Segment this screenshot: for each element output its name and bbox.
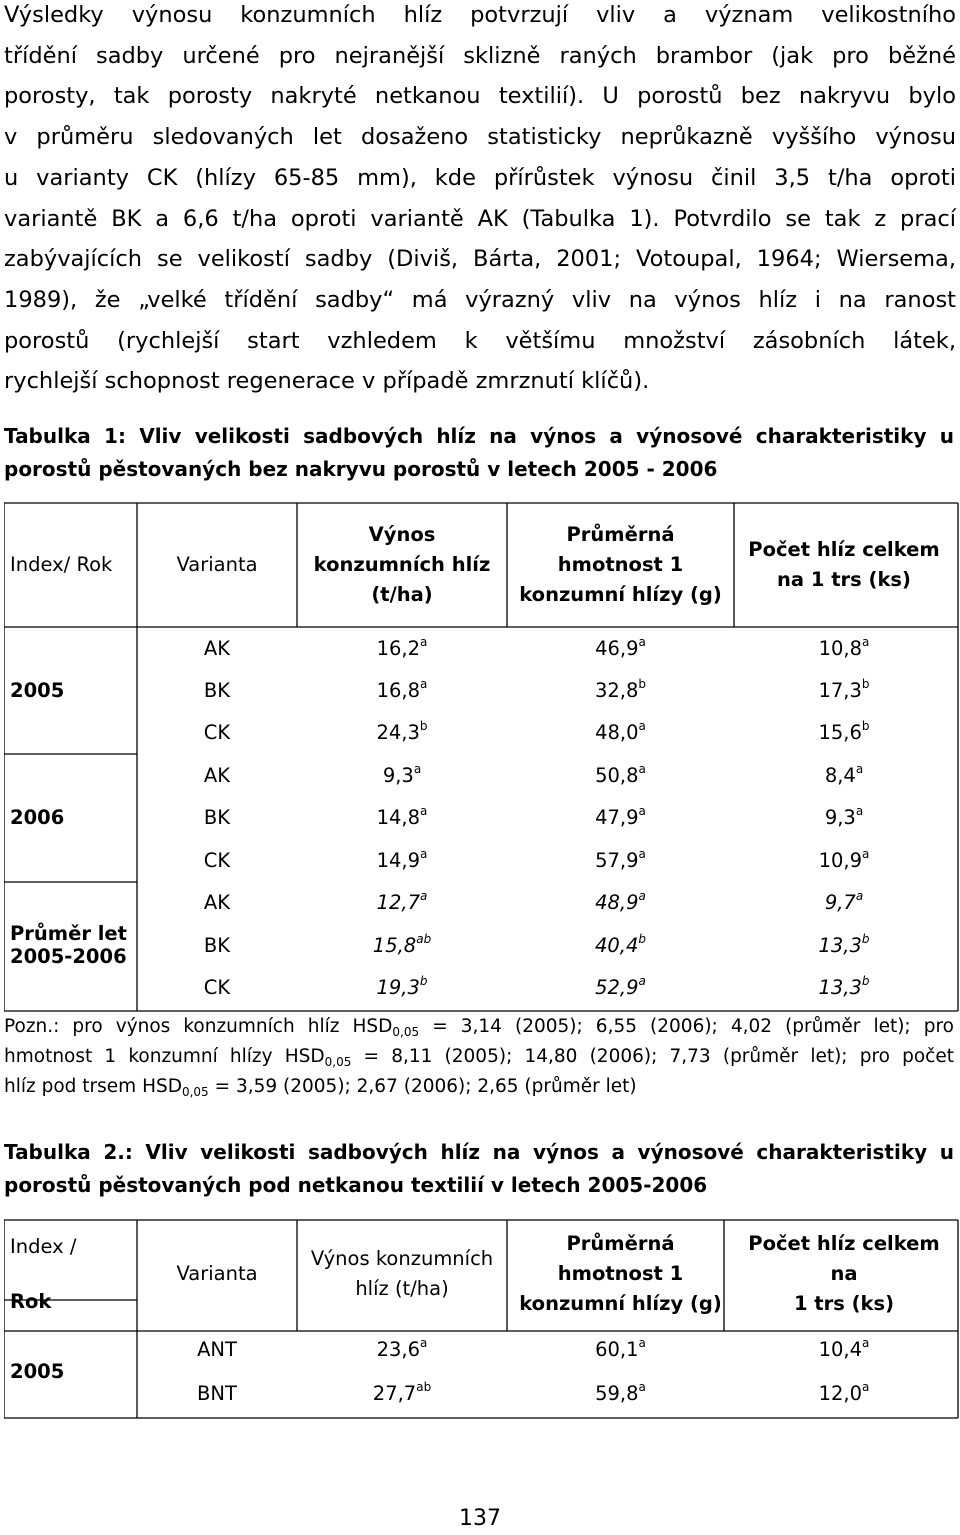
caption-line: porostů pěstovaných pod netkanou textilií v letech 2005-2006: [4, 1173, 708, 1197]
cell-hmotnost: 52,9$^a$: [595, 974, 646, 999]
table2-header-row: [4, 1220, 954, 1274]
cell-hmotnost: 50,8$^a$: [595, 761, 646, 787]
header-varianta: Varianta: [176, 1262, 258, 1285]
cell-pocet: 12,0$^a$: [818, 1379, 870, 1405]
cell-vynos: 12,7$^a$: [376, 889, 428, 915]
cell-pocet: 9,7$^a$: [824, 889, 864, 915]
cell-varianta: AK: [203, 763, 231, 787]
paragraph-line: porostů (rychlejší start vzhledem k většímu množství zásobních látek,: [4, 327, 956, 354]
group-label: 2005: [10, 1360, 65, 1383]
cell-vynos: 27,7$^{ab}$: [372, 1379, 432, 1405]
caption-line: porostů pěstovaných bez nakryvu porostů v letech 2005 - 2006: [4, 457, 718, 481]
table-row: [4, 924, 954, 966]
header-pocet: Počet hlíz celkem na 1 trs (ks): [748, 538, 940, 591]
paragraph-line: rychlejší schopnost regenerace v případě zmrznutí klíčů).: [4, 368, 650, 395]
table-row: [4, 1328, 954, 1372]
cell-varianta: ANT: [197, 1338, 237, 1362]
paragraph-line: v průměru sledovaných let dosaženo statisticky neprůkazně vyššího výnosu: [4, 124, 956, 151]
table-row: [4, 797, 954, 839]
paragraph-line: Výsledky výnosu konzumních hlíz potvrzují vliv a význam velikostního: [4, 2, 956, 28]
paragraph-line: porosty, tak porosty nakryté netkanou textilií). U porostů bez nakryvu bylo: [4, 83, 956, 110]
page-number: 137: [459, 1506, 501, 1531]
group-label: 2005: [10, 679, 65, 703]
cell-vynos: 9,3$^a$: [382, 761, 422, 787]
note-prefix: Pozn.: [4, 1016, 54, 1037]
cell-pocet: 10,4$^a$: [818, 1336, 870, 1362]
table-row: [4, 754, 954, 796]
cell-vynos: 14,8$^a$: [376, 804, 428, 830]
cell-varianta: BNT: [197, 1381, 237, 1405]
cell-varianta: CK: [203, 976, 231, 999]
cell-hmotnost: 59,8$^a$: [595, 1379, 646, 1405]
header-index-bottom: Rok: [10, 1289, 52, 1313]
caption-line: Tabulka 1: Vliv velikosti sadbových hlíz na výnos a výnosové charakteristiky u: [4, 424, 954, 448]
cell-pocet: 13,3$^b$: [818, 931, 870, 957]
cell-varianta: CK: [203, 848, 231, 872]
cell-hmotnost: 48,9$^a$: [595, 889, 646, 915]
table-row: [4, 669, 954, 711]
note-line: hmotnost 1 konzumní hlízy $HSD_{0,05} = 8,11$ (2005); 14,80 (2006); 7,73 (průměr let); pro počet: [4, 1046, 954, 1069]
group-label: 2006: [10, 806, 65, 830]
note-line: Pozn.: pro výnos konzumních hlíz $HSD_{0,05} = 3,14$ (2005); 6,55 (2006); 4,02 (průměr let); pro: [4, 1016, 954, 1039]
header-vynos: Výnos konzumních hlíz (t/ha): [310, 1247, 494, 1300]
cell-varianta: AK: [203, 891, 231, 915]
cell-varianta: BK: [203, 806, 231, 830]
table1: [4, 503, 954, 1009]
header-hmotnost: Průměrná hmotnost 1 konzumní hlízy (g): [519, 523, 722, 606]
table1-header-row: [4, 503, 954, 627]
cell-hmotnost: 47,9$^a$: [595, 804, 646, 830]
cell-hmotnost: 57,9$^a$: [595, 846, 646, 872]
cell-pocet: 8,4$^a$: [824, 761, 864, 787]
header-hmotnost: Průměrná hmotnost 1 konzumní hlízy (g): [519, 1232, 722, 1315]
table-row: [4, 882, 954, 924]
table1-note: [4, 1012, 954, 1102]
cell-pocet: 10,9$^a$: [818, 846, 870, 872]
table-row: [4, 839, 954, 882]
cell-hmotnost: 48,0$^a$: [595, 719, 646, 745]
note-line: hlíz pod trsem $HSD_{0,05} = 3,59$ (2005); 2,67 (2006); 2,65 (průměr let): [4, 1076, 637, 1099]
cell-varianta: AK: [203, 636, 231, 660]
table-row: [4, 1372, 954, 1416]
cell-hmotnost: 40,4$^b$: [594, 931, 647, 957]
cell-varianta: BK: [203, 678, 231, 702]
caption-line: Tabulka 2.: Vliv velikosti sadbových hlíz na výnos a výnosové charakteristiky u: [4, 1140, 954, 1164]
paragraph-line: u varianty CK (hlízy 65-85 mm), kde přírůstek výnosu činil 3,5 t/ha oproti: [4, 164, 956, 191]
header-vynos: Výnos konzumních hlíz (t/ha): [313, 523, 491, 606]
cell-hmotnost: 46,9$^a$: [595, 634, 646, 660]
cell-varianta: BK: [203, 933, 231, 957]
cell-vynos: 16,8$^a$: [376, 676, 428, 702]
table-row: [4, 627, 954, 669]
cell-vynos: 19,3$^b$: [376, 974, 428, 999]
cell-pocet: 17,3$^b$: [818, 676, 870, 702]
cell-pocet: 13,3$^b$: [818, 974, 870, 999]
table-row: [4, 712, 954, 755]
header-index-top: Index /: [10, 1235, 77, 1258]
cell-hmotnost: 32,8$^b$: [594, 676, 647, 702]
cell-pocet: 15,6$^b$: [818, 719, 870, 745]
cell-vynos: 16,2$^a$: [376, 634, 428, 660]
group-label: Průměr let 2005-2006: [10, 922, 127, 969]
paragraph-line: variantě BK a 6,6 t/ha oproti variantě AK (Tabulka 1). Potvrdilo se tak z prací: [4, 205, 956, 232]
cell-varianta: CK: [203, 721, 231, 745]
cell-vynos: 23,6$^a$: [376, 1336, 428, 1362]
table2: [4, 1220, 954, 1415]
header-varianta: Varianta: [176, 553, 258, 576]
table-row: [4, 966, 954, 1009]
header-pocet: Počet hlíz celkem na 1 trs (ks): [748, 1232, 940, 1315]
table1-caption: [4, 420, 954, 486]
cell-hmotnost: 60,1$^a$: [595, 1336, 646, 1362]
body-paragraph: [4, 0, 956, 402]
table2-caption: [4, 1136, 954, 1202]
cell-pocet: 9,3$^a$: [824, 804, 864, 830]
paragraph-line: 1989), že „velké třídění sadby“ má výrazný vliv na výnos hlíz i na ranost: [4, 286, 956, 313]
paragraph-line: zabývajících se velikostí sadby (Diviš, Bárta, 2001; Votoupal, 1964; Wiersema,: [4, 246, 956, 273]
paragraph-line: třídění sadby určené pro nejranější sklizně raných brambor (jak pro běžné: [4, 42, 956, 69]
header-index: Index/ Rok: [10, 553, 113, 576]
cell-vynos: 24,3$^b$: [376, 719, 428, 745]
cell-vynos: 14,9$^a$: [376, 846, 428, 872]
cell-vynos: 15,8$^{ab}$: [372, 931, 432, 957]
cell-pocet: 10,8$^a$: [818, 634, 870, 660]
